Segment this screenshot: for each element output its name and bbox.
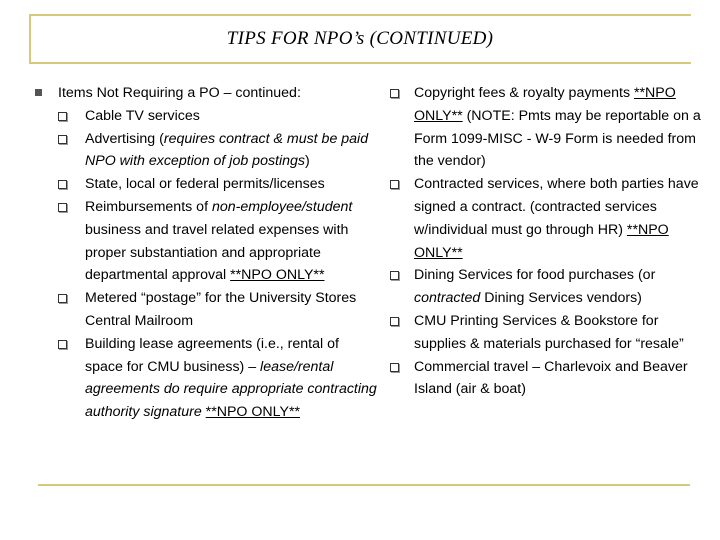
item-text: Commercial travel – Charlevoix and Beaver Island (air & boat) [414,358,688,398]
item-emphasis: lease/rental agreements do require appropriate contracting authority signature [85,358,377,421]
box-bullet-icon [58,294,67,303]
item-text: (NOTE: Pmts may be reportable on a Form 1099-MISC - W-9 Form is needed from the vendor) [414,107,701,170]
list-item-advertising [34,128,378,174]
list-item-cable [34,105,378,128]
box-bullet-icon [390,271,399,280]
page-title: TIPS FOR NPO’s (CONTINUED) [226,28,494,49]
square-bullet-icon [35,89,42,96]
list-item-permits [34,173,378,196]
npo-only-tag: **NPO ONLY** [230,267,325,284]
item-text: Advertising ( [85,130,164,147]
box-bullet-icon [58,180,67,189]
list-item-copyright [388,82,714,173]
list-item-contracted-services [388,173,714,264]
item-emphasis: non-employee/student [211,198,353,215]
item-text: CMU Printing Services & Bookstore for supplies & materials purchased for “resale” [414,312,684,352]
item-text: Metered “postage” for the University Stores Central Mailroom [85,290,357,329]
footer-rule [38,484,690,486]
item-text: Reimbursements of [85,198,212,215]
box-bullet-icon [58,112,67,121]
box-bullet-icon [390,89,399,98]
item-text: State, local or federal permits/licenses [85,176,325,193]
npo-only-tag: **NPO ONLY** [205,404,301,421]
item-text: Cable TV services [85,107,200,124]
box-bullet-icon [58,340,67,349]
box-bullet-icon [390,317,399,326]
item-text: Contracted services, where both parties have signed a contract. (contracted services w/individual must go through HR) [414,176,699,238]
item-emphasis: contracted [414,290,481,307]
npo-only-tag: **NPO ONLY** [414,85,676,124]
item-text: ) [305,153,310,170]
item-text: Building lease agreements (i.e., rental of space for CMU business) – [85,335,339,375]
list-item-postage [34,287,378,333]
item-text: Dining Services vendors) [480,290,642,307]
list-item-printing [388,310,714,356]
title-underline-rule [29,62,691,64]
box-bullet-icon [58,135,67,144]
item-text: business and travel related expenses with proper substantiation and appropriate departmental approval [85,221,349,284]
item-text: Dining Services for food purchases (or [414,267,656,284]
box-bullet-icon [58,203,67,212]
npo-only-tag: **NPO ONLY** [414,221,669,261]
right-column [388,82,714,401]
box-bullet-icon [390,180,399,189]
list-item-lease [34,333,378,424]
left-heading-item [34,82,378,105]
item-text: Copyright fees & royalty payments [414,85,635,101]
box-bullet-icon [390,363,399,372]
item-emphasis: requires contract & must be paid NPO with exception of job postings [85,130,369,170]
left-heading: Items Not Requiring a PO – continued: [58,85,301,101]
frame-top-rule [29,14,691,16]
list-item-commercial-travel [388,356,714,402]
list-item-dining [388,264,714,310]
list-item-reimbursements [34,196,378,287]
left-column [34,82,378,424]
